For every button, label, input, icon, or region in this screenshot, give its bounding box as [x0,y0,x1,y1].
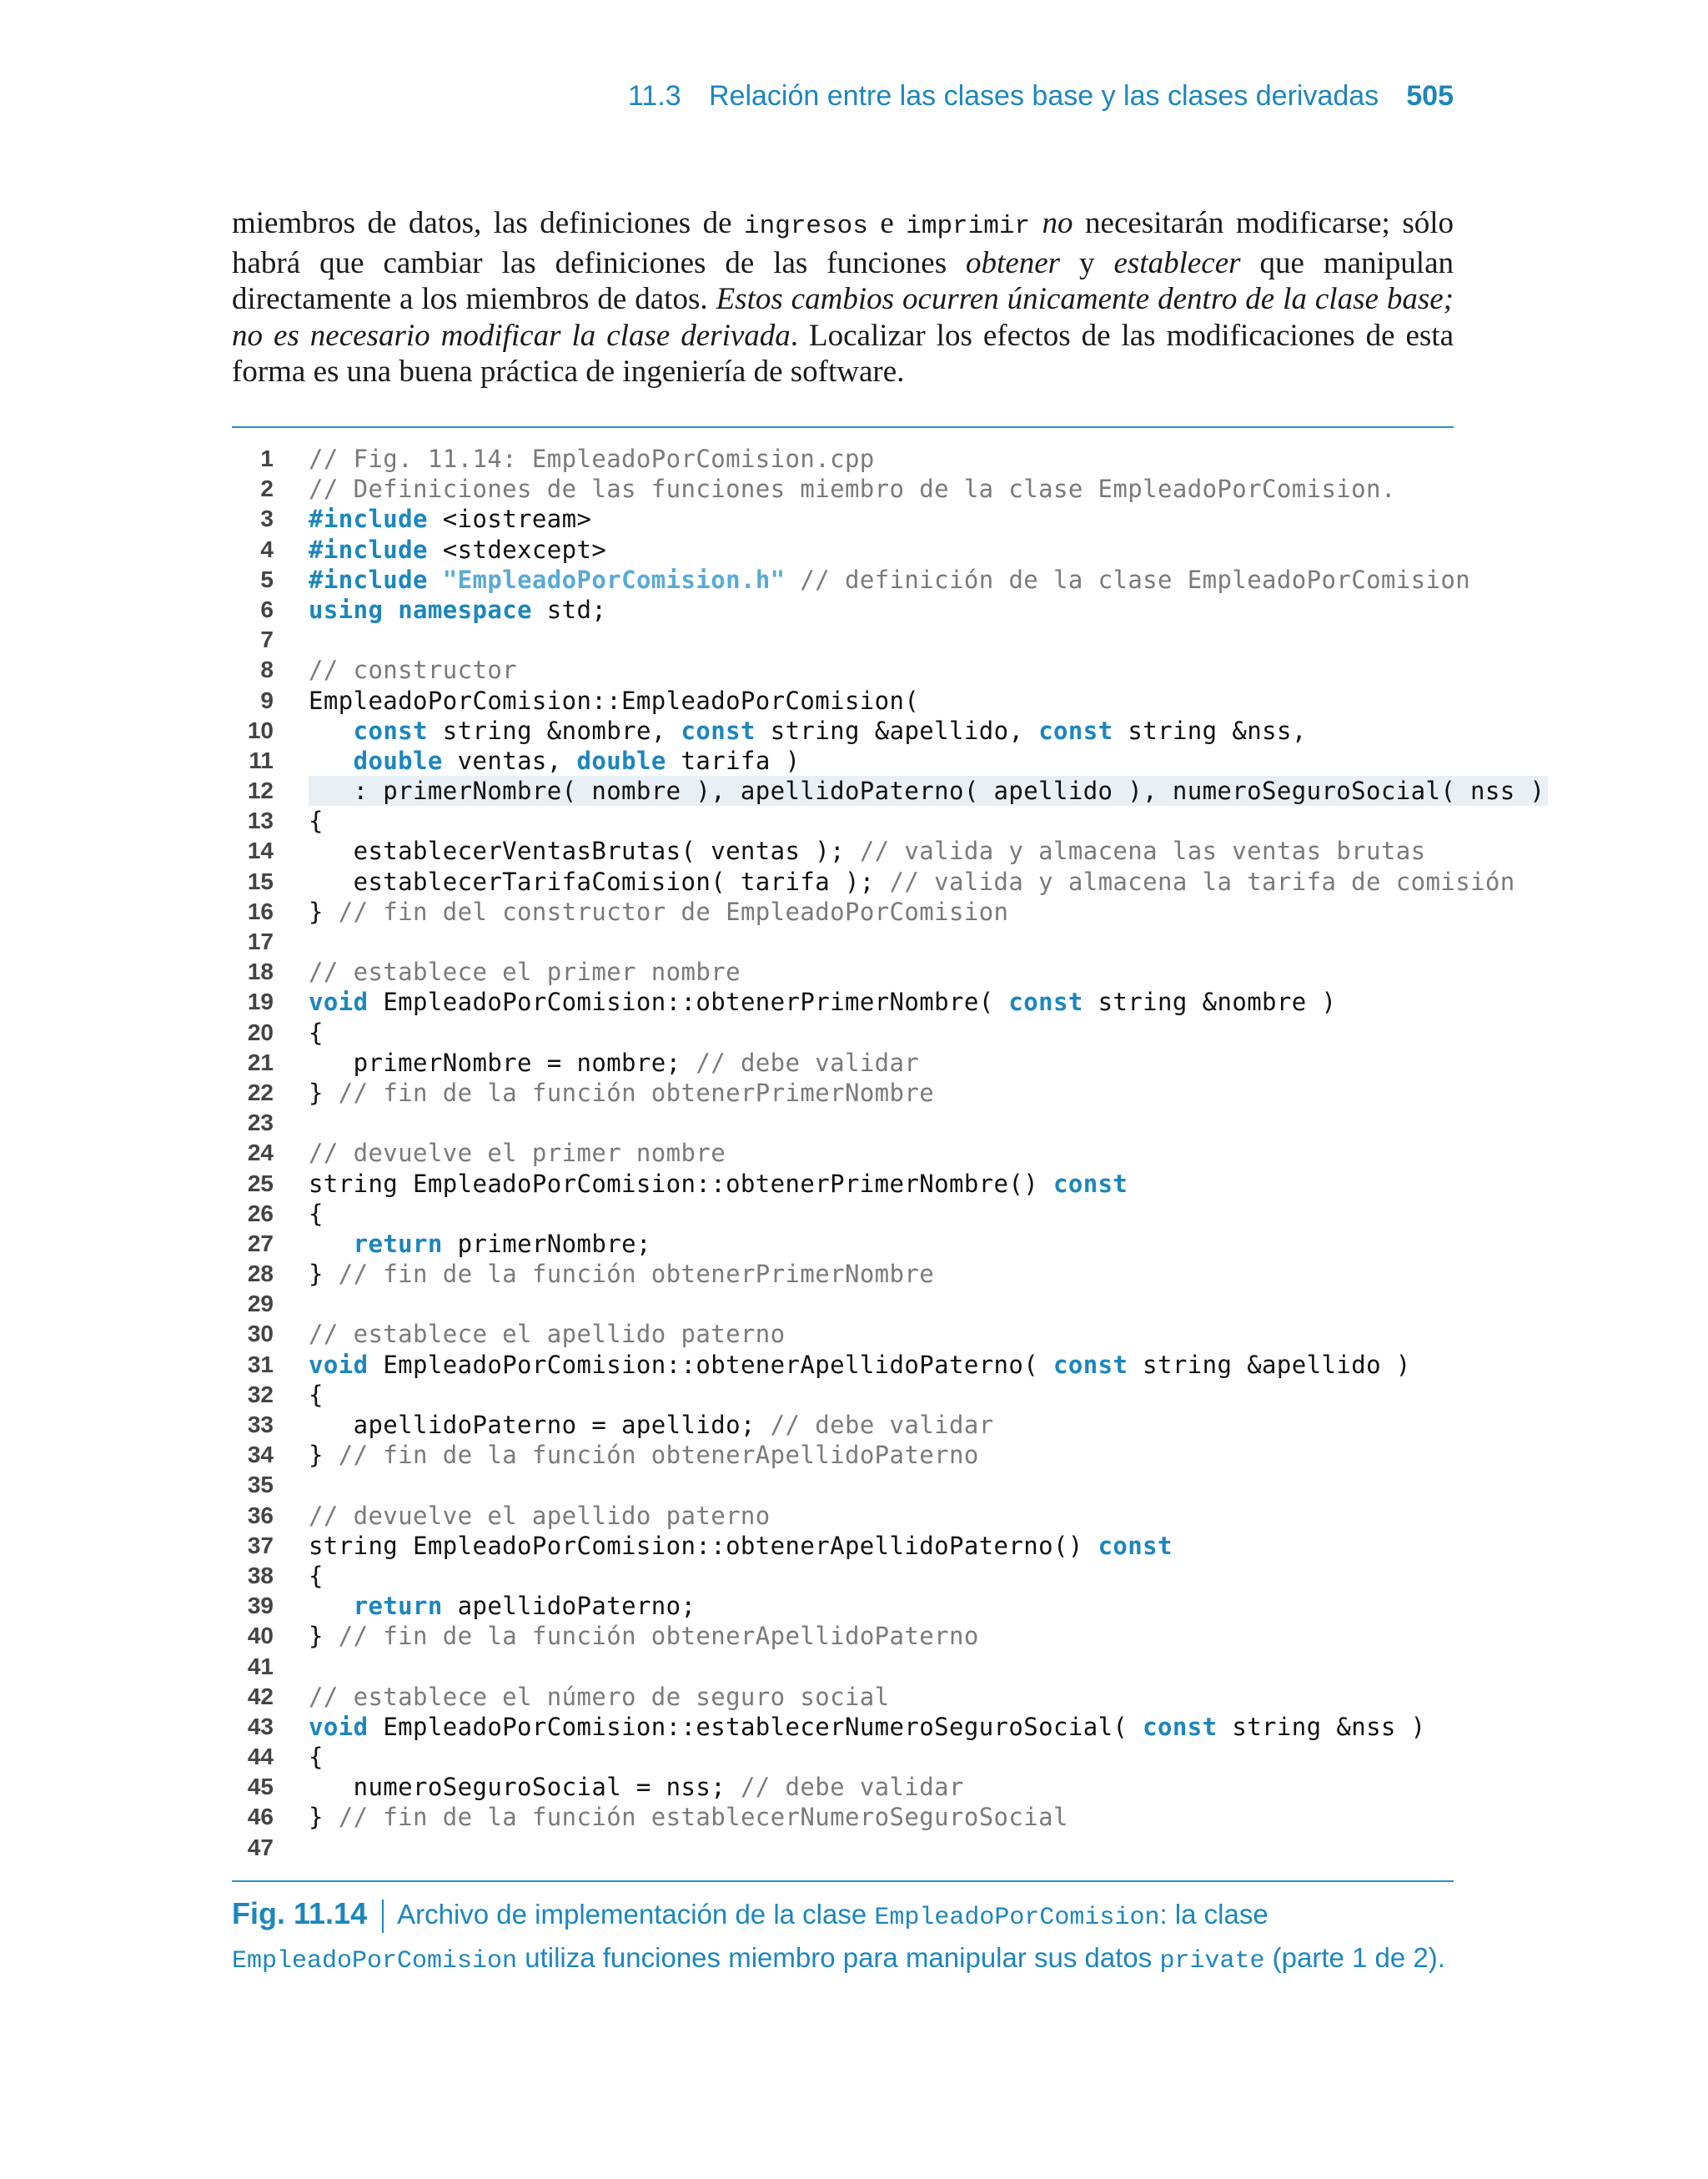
line-number: 10 [247,717,274,743]
code-comment: // fin de la función obtenerApellidoPaterno [338,1441,979,1470]
intro-emphasis: obtener [966,245,1061,280]
code-comment: // devuelve el apellido paterno [309,1501,771,1530]
code-line [232,655,1454,685]
code-line [232,535,1454,565]
code-line [232,1621,1454,1651]
code-text [309,987,1336,1017]
code-token [309,1592,354,1620]
intro-text: necesitarán modificarse; sólo habrá que cambiar las definiciones de las funciones [232,206,1454,280]
code-text [309,1138,726,1168]
line-number: 21 [247,1049,274,1075]
code-text [309,1591,696,1621]
line-number: 28 [247,1261,274,1287]
line-number: 41 [247,1653,274,1679]
code-token: : primerNombre( nombre ), apellidoPaterno( apellido ), numeroSeguroSocial( nss ) [309,777,1545,806]
caption-code: EmpleadoPorComision [232,1947,518,1975]
line-number: 11 [249,747,274,773]
code-text [309,746,800,776]
code-text [309,595,606,625]
line-number: 37 [247,1532,274,1558]
code-token: EmpleadoPorComision::obtenerPrimerNombre( [368,988,1009,1017]
code-line [232,1289,1454,1319]
code-keyword: void [309,988,369,1017]
code-keyword: return [353,1592,443,1621]
code-line [232,897,1454,927]
code-line [232,1078,1454,1108]
code-line [232,1742,1454,1772]
code-text [309,1410,994,1440]
code-bottom-rule [232,1880,1454,1882]
code-text [309,565,1470,595]
code-text [309,1048,919,1078]
code-comment: // Fig. 11.14: EmpleadoPorComision.cpp [309,445,875,473]
code-text [309,1561,324,1591]
code-token [383,596,398,624]
code-text [309,535,606,565]
code-line [232,1652,1454,1682]
code-string: "EmpleadoPorComision.h" [442,565,786,594]
code-keyword: #include [309,505,428,534]
code-text [309,1742,324,1772]
code-text [309,1169,1128,1199]
line-number: 45 [247,1774,274,1800]
code-text [309,474,1396,504]
code-token: std; [531,595,607,624]
code-token [309,717,354,745]
code-token [428,566,443,594]
code-comment: // devuelve el primer nombre [309,1139,726,1168]
line-number: 24 [247,1140,274,1166]
code-text [309,716,1307,746]
line-number: 40 [247,1623,274,1649]
code-line [232,504,1454,534]
code-token: EmpleadoPorComision::obtenerApellidoPaterno( [368,1350,1053,1379]
code-comment: // fin del constructor de EmpleadoPorComision [338,897,1009,926]
line-number: 4 [260,536,274,562]
line-number: 35 [247,1472,274,1498]
code-line [232,625,1454,655]
code-line [232,686,1454,716]
line-number: 32 [247,1381,274,1407]
line-number: 39 [247,1593,274,1619]
code-comment: // debe validar [740,1773,964,1802]
code-text [309,1380,324,1410]
line-number: 5 [260,566,274,592]
code-text [309,504,591,534]
code-text [309,1350,1411,1380]
code-text [309,1199,324,1229]
figure-label: Fig. 11.14 [232,1896,368,1930]
code-keyword: const [1143,1712,1218,1741]
line-number: 34 [247,1442,274,1468]
code-token: <iostream> [427,505,592,534]
code-keyword: const [1008,988,1083,1017]
line-number: 18 [247,959,274,985]
code-line [232,1410,1454,1440]
line-number: 13 [247,808,274,834]
code-comment: // establece el primer nombre [309,958,741,987]
code-line [232,1199,1454,1229]
code-text [309,1319,786,1349]
code-line [232,1802,1454,1832]
intro-text: e [867,206,907,240]
code-line [232,1501,1454,1531]
code-text [309,1078,934,1108]
line-number: 42 [247,1683,274,1709]
line-number: 8 [260,657,274,683]
code-token: { [309,1561,324,1590]
code-keyword: double [353,746,443,775]
line-number: 12 [247,777,274,804]
code-line [232,1561,1454,1591]
code-line [232,1531,1454,1561]
line-number: 25 [247,1170,274,1196]
code-line [232,927,1454,957]
code-line [232,1048,1454,1078]
intro-emphasis: Estos cambios ocurren únicamente dentro de la clase base; no es necesario modificar la clase derivada [232,282,1454,353]
code-token: { [309,1380,324,1409]
intro-text: y [1060,245,1114,280]
code-line [232,1591,1454,1621]
code-text [309,1621,979,1651]
code-text [309,1501,771,1531]
code-text [309,897,1008,927]
code-token: string EmpleadoPorComision::obtenerApellidoPaterno() [309,1531,1098,1560]
line-number: 19 [247,989,274,1015]
code-text [309,836,1425,866]
section-title: Relación entre las clases base y las clases derivadas [709,80,1379,112]
code-text [309,1229,651,1259]
line-number: 33 [247,1412,274,1437]
code-token: apellidoPaterno = apellido; [309,1411,771,1439]
code-text [309,686,919,716]
code-token: string &nombre, [427,716,681,745]
code-token [309,1230,354,1258]
line-number: 7 [260,627,274,653]
line-number: 44 [247,1744,274,1770]
code-keyword: const [353,716,428,745]
line-number: 2 [260,476,274,502]
code-token: numeroSeguroSocial = nss; [309,1773,741,1802]
code-text [309,806,324,836]
code-line [232,836,1454,866]
code-comment: // fin de la función obtenerPrimerNombre [338,1260,935,1289]
intro-text: miembros de datos, las definiciones de [232,206,745,240]
intro-code-ingresos: ingresos [744,212,868,241]
code-line [232,1169,1454,1199]
line-number: 46 [247,1804,274,1830]
code-line [232,474,1454,504]
code-comment: // establece el número de seguro social [309,1682,890,1711]
code-line [232,1772,1454,1802]
code-comment: // valida y almacena las ventas brutas [859,837,1426,866]
code-line [232,1712,1454,1742]
figure-caption [232,1894,1454,1981]
line-number: 14 [247,838,274,864]
line-number: 43 [247,1713,274,1739]
code-text [309,1018,324,1048]
code-token: EmpleadoPorComision::establecerNumeroSeguroSocial( [368,1712,1143,1741]
code-token: string &nss, [1113,716,1307,745]
line-number: 3 [260,506,274,532]
line-number: 23 [247,1110,274,1136]
code-line [232,444,1454,474]
code-line [232,565,1471,595]
line-number: 15 [247,868,274,894]
line-number: 9 [260,687,274,713]
line-number: 22 [247,1079,274,1105]
code-token: ventas, [442,746,577,775]
code-line [232,806,1454,836]
code-keyword: #include [309,565,428,594]
code-comment: // valida y almacena la tarifa de comisión [889,867,1515,896]
caption-separator [382,1900,384,1933]
line-number: 30 [247,1321,274,1347]
caption-text: : la clase [1159,1899,1268,1930]
code-line [232,1319,1454,1349]
code-listing [232,444,1545,1863]
code-line [232,1682,1454,1712]
code-text [309,957,741,987]
line-number: 31 [247,1351,274,1377]
code-token [309,747,354,775]
code-token: primerNombre; [442,1229,651,1258]
code-keyword: using [309,595,384,624]
code-token: } [309,897,339,926]
code-token: string &nss ) [1217,1712,1426,1741]
code-token: { [309,1018,324,1047]
code-token: string &apellido ) [1128,1350,1411,1379]
code-text [309,444,875,474]
code-token: } [309,1260,339,1289]
caption-text: (parte 1 de 2). [1264,1942,1445,1973]
code-line [232,1018,1454,1048]
code-comment: // debe validar [770,1411,994,1439]
code-token: } [309,1622,339,1651]
running-header [232,80,1454,120]
code-token: } [309,1803,339,1832]
line-number: 38 [247,1562,274,1588]
code-keyword: const [1038,716,1113,745]
intro-text: que manipulan directamente a los miembros de datos. [232,245,1454,316]
intro-emphasis: establecer [1113,245,1241,280]
code-top-rule [232,426,1454,428]
code-text [309,1802,1068,1832]
code-text [309,1259,934,1289]
code-line [232,746,1454,776]
code-comment: // establece el apellido paterno [309,1320,786,1349]
code-token: { [309,807,324,836]
code-line [232,1259,1454,1289]
code-line [232,1108,1454,1138]
code-line [232,1440,1454,1470]
code-keyword: const [681,716,756,745]
line-number: 20 [247,1019,274,1045]
intro-code-imprimir: imprimir [906,212,1031,241]
code-token: establecerTarifaComision( tarifa ); [309,867,890,896]
code-line [232,1833,1454,1863]
intro-text [1030,206,1042,240]
code-comment: // constructor [309,656,518,685]
code-line [232,1138,1454,1168]
code-keyword: const [1052,1169,1128,1198]
code-comment: // debe validar [696,1048,920,1077]
code-line [232,716,1454,746]
line-number: 29 [247,1291,274,1317]
code-line [232,1380,1454,1410]
code-keyword: const [1098,1531,1173,1560]
code-comment: // fin de la función obtenerApellidoPaterno [338,1622,979,1651]
code-text [309,1440,979,1470]
line-number: 47 [247,1834,274,1860]
intro-paragraph [232,205,1454,390]
code-keyword: const [1053,1350,1128,1379]
code-token: { [309,1199,324,1228]
code-line [232,776,1545,806]
code-token: establecerVentasBrutas( ventas ); [309,837,860,866]
code-token: { [309,1743,324,1772]
caption-text: utiliza funciones miembro para manipular sus datos [517,1942,1160,1973]
code-keyword: #include [309,535,428,564]
caption-code: private [1159,1947,1265,1975]
code-token: string &nombre ) [1083,988,1337,1017]
code-token: string &apellido, [755,716,1039,745]
code-line [232,595,1454,625]
code-text [309,1682,890,1712]
code-keyword: double [576,746,666,775]
code-comment: // Definiciones de las funciones miembro de la clase EmpleadoPorComision. [309,475,1396,504]
code-keyword: return [353,1229,443,1258]
code-line [232,867,1515,897]
code-token: } [309,1078,339,1107]
code-keyword: void [309,1712,369,1741]
code-token: apellidoPaterno; [442,1592,696,1621]
line-number: 27 [247,1230,274,1256]
code-text [309,776,1548,806]
line-number: 26 [247,1200,274,1226]
code-line [232,957,1454,987]
code-keyword: namespace [398,595,532,624]
line-number: 6 [260,596,274,622]
line-number: 17 [247,928,274,954]
line-number: 16 [247,898,274,924]
code-text [309,655,517,685]
code-text [309,1712,1426,1742]
intro-emphasis: no [1042,206,1073,240]
line-number: 36 [247,1502,274,1528]
code-token: primerNombre = nombre; [309,1048,696,1077]
code-text [309,1772,964,1802]
code-text [309,867,1515,897]
code-token: string EmpleadoPorComision::obtenerPrimerNombre() [309,1169,1053,1198]
code-token: tarifa ) [666,746,801,775]
code-keyword: void [309,1350,369,1379]
code-comment: // fin de la función obtenerPrimerNombre [338,1078,935,1107]
code-line [232,1350,1454,1380]
code-token: } [309,1441,339,1470]
intro-text: . Localizar los efectos de las modificaciones de esta forma es una buena práctica de ingeniería de software. [232,318,1454,389]
section-number: 11.3 [628,80,681,112]
code-comment: // definición de la clase EmpleadoPorComision [785,565,1471,594]
caption-text: Archivo de implementación de la clase [397,1899,875,1930]
code-token: <stdexcept> [427,535,607,564]
code-token: EmpleadoPorComision::EmpleadoPorComision( [309,686,920,715]
code-comment: // fin de la función establecerNumeroSeguroSocial [338,1803,1068,1832]
code-line [232,1470,1454,1500]
code-line [232,1229,1454,1259]
code-text [309,1531,1173,1561]
code-line [232,987,1454,1017]
line-number: 1 [260,445,274,471]
caption-code: EmpleadoPorComision [874,1904,1160,1932]
page-number: 505 [1406,80,1454,112]
